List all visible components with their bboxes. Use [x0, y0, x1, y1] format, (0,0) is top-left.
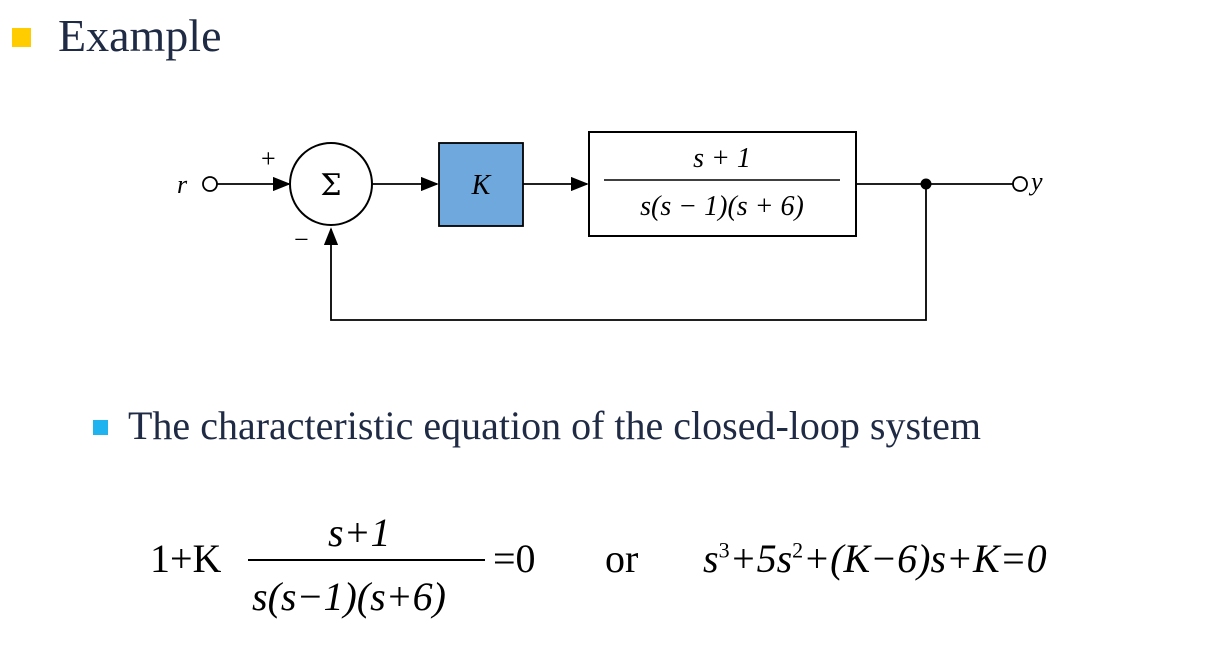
- eq-fraction-bar: [248, 559, 485, 561]
- eq-denominator: s(s−1)(s+6): [252, 574, 446, 619]
- eq-rhs-part3: +(K−6)s+K=0: [803, 536, 1047, 581]
- page-title: Example: [58, 10, 222, 61]
- eq-lhs-prefix-text: 1+K: [150, 536, 222, 581]
- summer-symbol: Σ: [320, 168, 342, 203]
- eq-equals-zero: =0: [493, 536, 536, 581]
- output-terminal: [1013, 177, 1027, 191]
- input-terminal: [203, 177, 217, 191]
- sub-bullet: [93, 420, 108, 435]
- eq-rhs-exp2: 2: [792, 537, 804, 563]
- plus-sign: +: [261, 144, 276, 173]
- eq-or-word: or: [605, 536, 639, 581]
- eq-lhs-prefix: [150, 536, 222, 581]
- minus-sign: −: [294, 225, 309, 254]
- eq-rhs-s3: s: [703, 536, 719, 581]
- plant-numerator: s + 1: [693, 143, 751, 174]
- eq-rhs-part2: +5s: [729, 536, 793, 581]
- plant-denominator: s(s − 1)(s + 6): [640, 191, 804, 222]
- eq-rhs-exp3: 3: [718, 537, 730, 563]
- eq-rhs: [703, 536, 1047, 581]
- eq-numerator: s+1: [328, 510, 391, 555]
- input-label: r: [177, 170, 188, 199]
- gain-label: K: [471, 170, 491, 201]
- bullet-text: The characteristic equation of the closed-loop system: [128, 403, 982, 448]
- output-label: y: [1031, 167, 1043, 196]
